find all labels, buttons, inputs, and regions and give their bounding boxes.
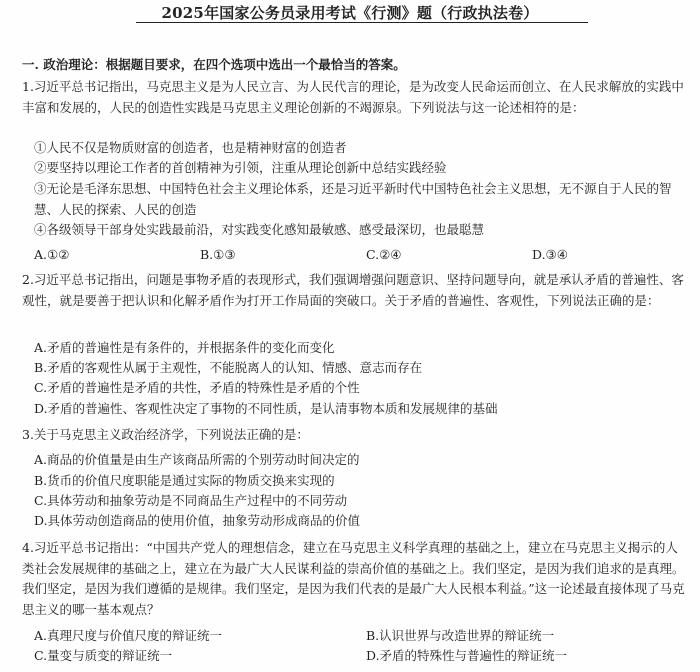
question-1-option-c: C.②④ [366, 247, 402, 262]
question-1-statement-2: ②要坚持以理论工作者的首创精神为引领，注重从理论创新中总结实践经验 [34, 160, 447, 175]
question-4-option-a: A.真理尺度与价值尺度的辩证统一 [34, 628, 223, 643]
title-underline [136, 22, 588, 23]
question-2-option-d: D.矛盾的普遍性、客观性决定了事物的不同性质，是认清事物本质和发展规律的基础 [34, 401, 498, 416]
question-1-statement-3: ③无论是毛泽东思想、中国特色社会主义理论体系，还是习近平新时代中国特色社会主义思想，无不源自于人民的智慧、人民的探索、人民的创造 [34, 181, 672, 217]
question-1-stem: 1.习近平总书记指出，马克思主义是为人民立言、为人民代言的理论，是为改变人民命运而创立、在人民求解放的实践中丰富和发展的，人民的创造性实践是马克思主义理论创新的不竭源泉。下列说法与这一论述相符的是： [22, 79, 684, 115]
question-3-stem: 3.关于马克思主义政治经济学，下列说法正确的是： [22, 427, 309, 442]
question-3-option-c: C.具体劳动和抽象劳动是不同商品生产过程中的不同劳动 [34, 493, 348, 508]
question-2-stem: 2.习近平总书记指出，问题是事物矛盾的表现形式，我们强调增强问题意识、坚持问题导向，就是承认矛盾的普遍性、客观性，就是要善于把认识和化解矛盾作为打开工作局面的突破口。关于矛盾的普遍性、客观性，下列说法正确的是： [22, 272, 684, 308]
question-1-statement-4: ④各级领导干部身处实践最前沿，对实践变化感知最敏感、感受最深切，也最聪慧 [34, 222, 485, 237]
question-1-statement-1: ①人民不仅是物质财富的创造者，也是精神财富的创造者 [34, 140, 347, 155]
question-1-option-d: D.③④ [532, 247, 568, 262]
section-heading: 一. 政治理论：根据题目要求，在四个选项中选出一个最恰当的答案。 [22, 57, 406, 72]
question-3-option-b: B.货币的价值尺度职能是通过实际的物质交换来实现的 [34, 473, 335, 488]
exam-title: 2025年国家公务员录用考试《行测》题（行政执法卷） [161, 4, 539, 22]
question-3-option-a: A.商品的价值量是由生产该商品所需的个别劳动时间决定的 [34, 452, 360, 467]
question-4-option-d: D.矛盾的特殊性与普遍性的辩证统一 [366, 648, 568, 663]
question-3-option-d: D.具体劳动创造商品的使用价值，抽象劳动形成商品的价值 [34, 513, 361, 528]
question-1-option-a: A.①② [34, 247, 70, 262]
question-4-option-b: B.认识世界与改造世界的辩证统一 [366, 628, 555, 643]
question-2-option-a: A.矛盾的普遍性是有条件的，并根据条件的变化而变化 [34, 340, 335, 355]
question-2-option-c: C.矛盾的普遍性是矛盾的共性，矛盾的特殊性是矛盾的个性 [34, 380, 360, 395]
question-1-option-b: B.①③ [200, 247, 236, 262]
question-4-option-c: C.量变与质变的辩证统一 [34, 648, 173, 663]
question-4-stem: 4.习近平总书记指出：“中国共产党人的理想信念，建立在马克思主义科学真理的基础之上，建立在马克思主义揭示的人类社会发展规律的基础之上，建立在为最广大人民谋利益的崇高价值的基础之上。我们坚定，是因为我们追求的是真理。我们坚定，是因为我们遵循的是规律。我们坚定，是因为我们代表的是最广大人民根本利益。”这一论述最直接体现了马克思主义的哪一基本观点？ [22, 540, 685, 617]
question-2-option-b: B.矛盾的客观性从属于主观性，不能脱离人的认知、情感、意志而存在 [34, 360, 423, 375]
